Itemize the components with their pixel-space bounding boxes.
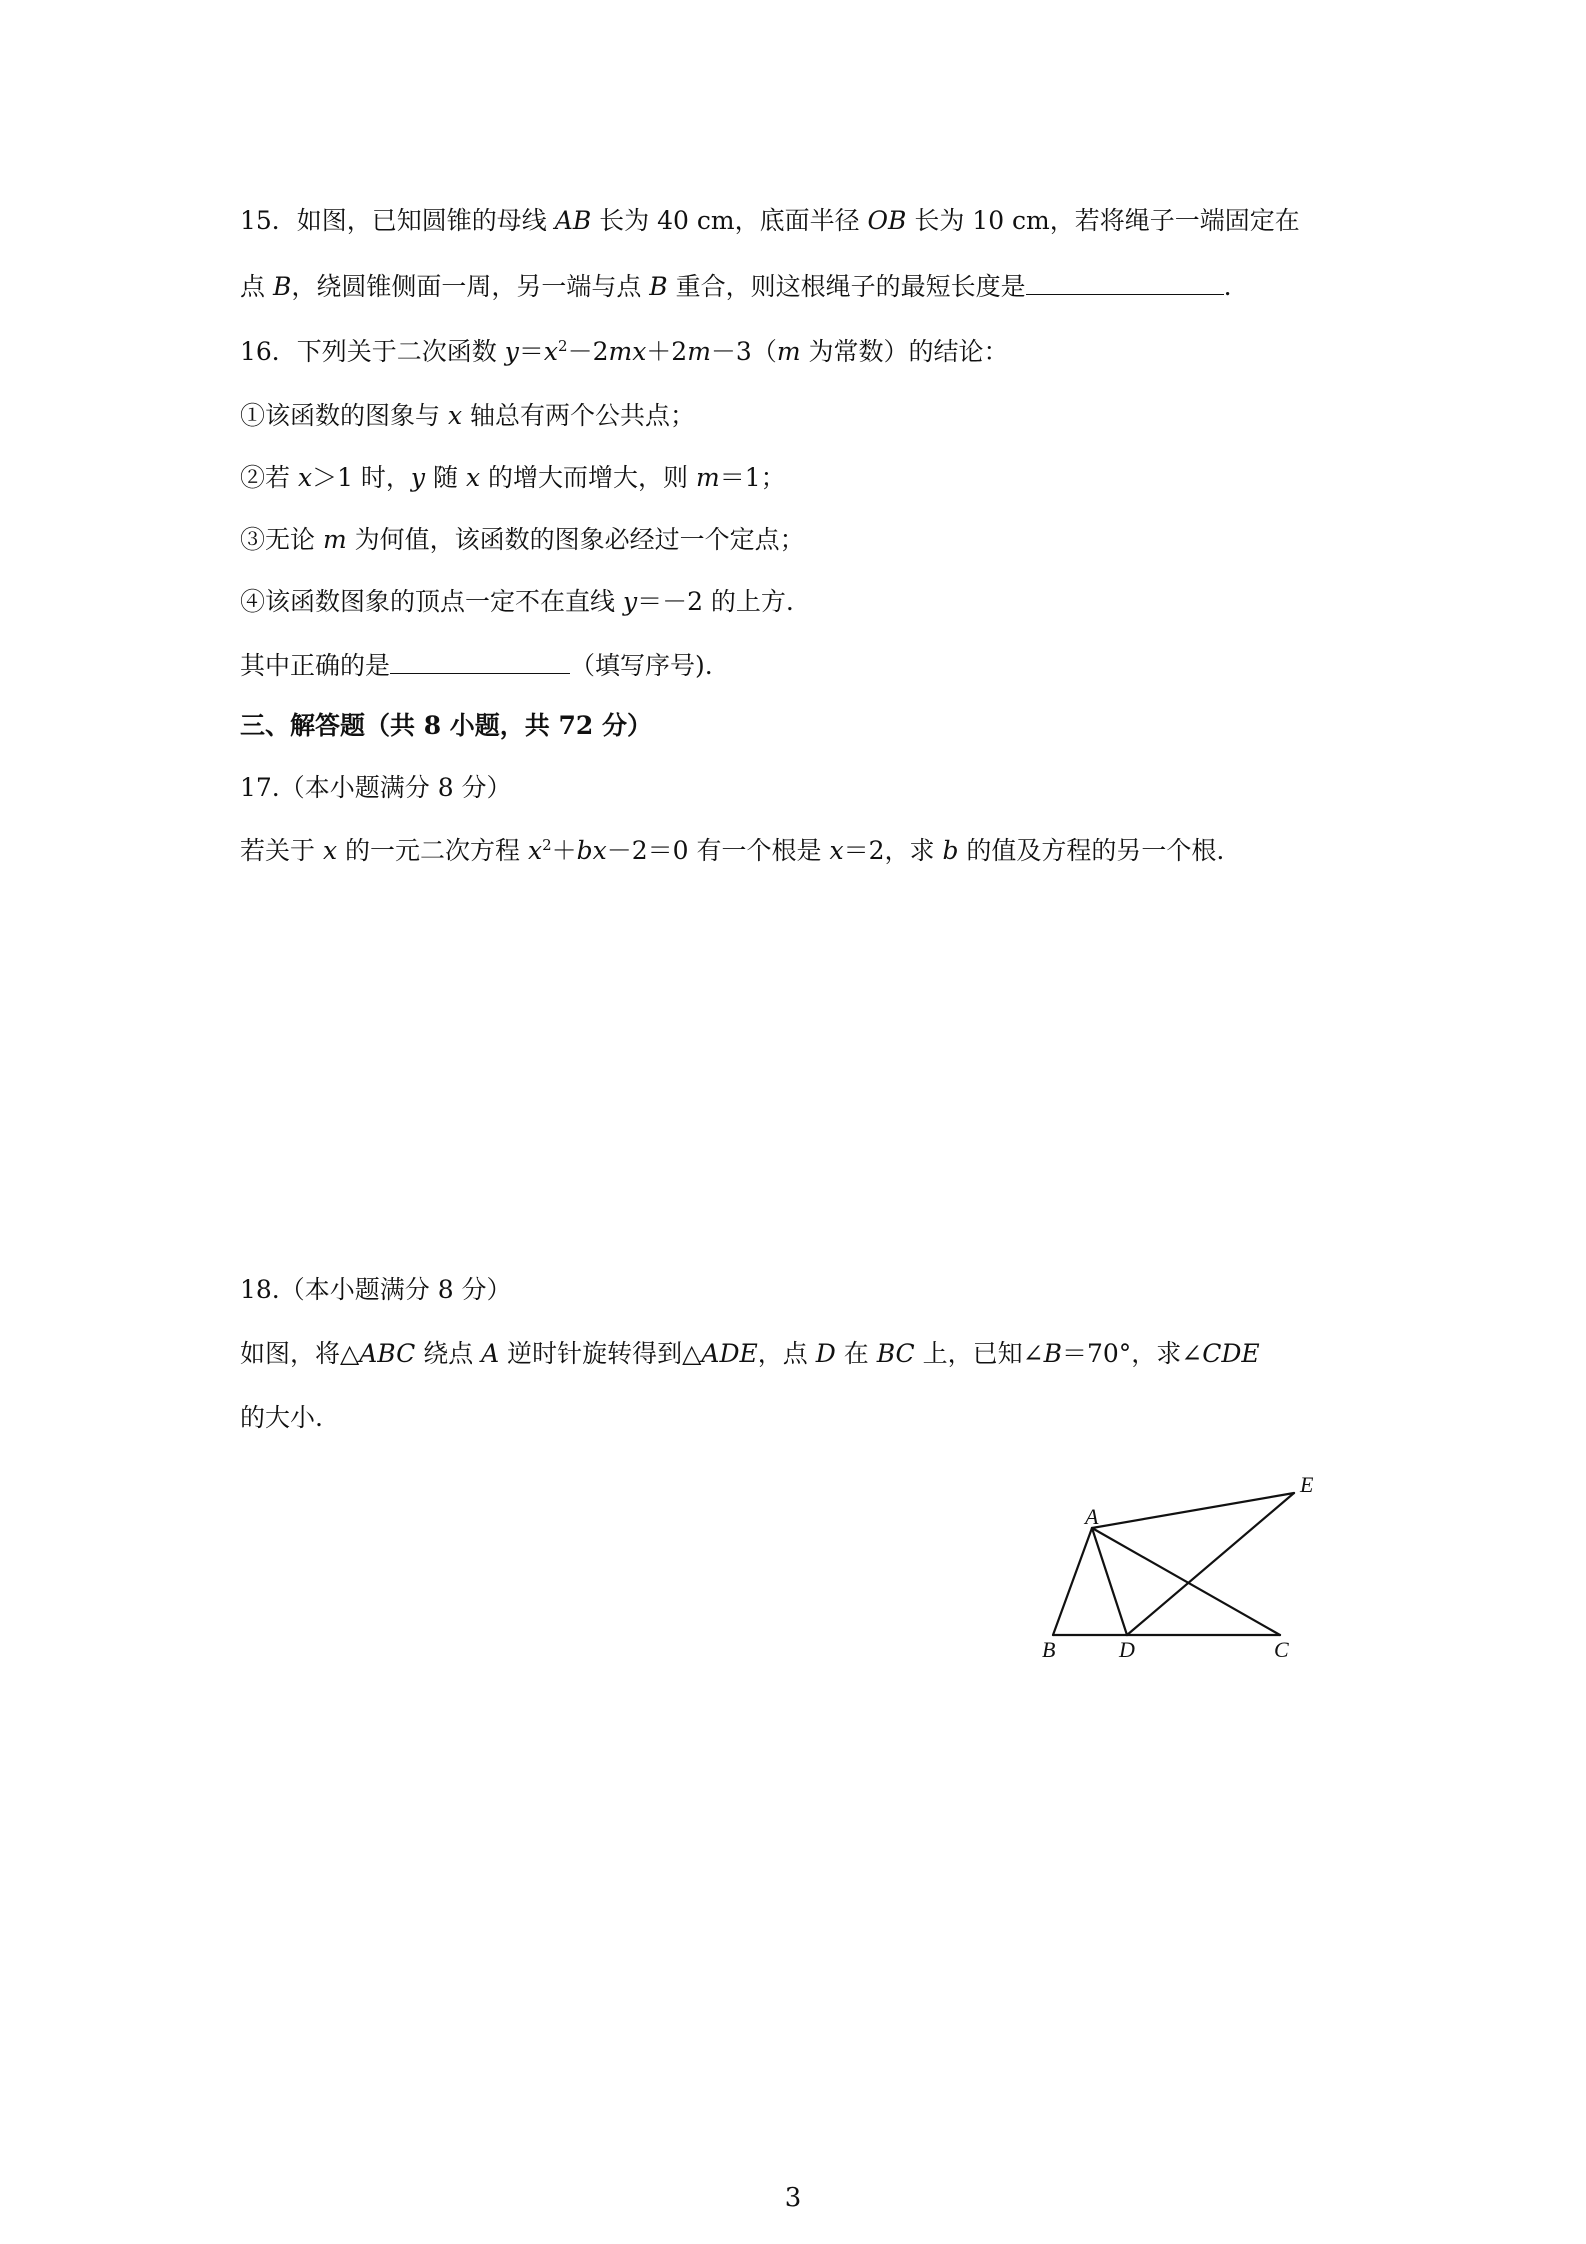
var-y: y	[504, 337, 519, 366]
var-b: B	[272, 272, 292, 301]
text: 点	[240, 272, 273, 301]
var-x: x	[527, 836, 543, 865]
text: ③无论	[240, 525, 323, 554]
var-cde: CDE	[1202, 1339, 1260, 1368]
text: 如图，将△	[240, 1339, 360, 1368]
text: ④该函数图象的顶点一定不在直线	[240, 587, 623, 616]
q15-line-1	[240, 203, 1300, 239]
var-x: x	[297, 463, 313, 492]
segment-de	[1127, 1493, 1294, 1635]
q18-body-2: 的大小.	[240, 1403, 323, 1432]
label-d: D	[1119, 1637, 1135, 1662]
text: ①该函数的图象与	[240, 401, 448, 430]
var-m: m	[608, 337, 633, 366]
text: 15．如图，已知圆锥的母线	[240, 206, 555, 235]
q17-body	[240, 833, 1224, 869]
q17-header: 17.（本小题满分 8 分）	[240, 773, 512, 802]
text: 若关于	[240, 836, 323, 865]
text: －2＝0 有一个根是	[606, 836, 830, 865]
segment-ae	[1092, 1493, 1294, 1528]
section-heading: 三、解答题（共 8 小题，共 72 分）	[240, 711, 653, 740]
text: 轴总有两个公共点；	[462, 401, 696, 430]
var-x: x	[322, 836, 338, 865]
text: 的一元二次方程	[337, 836, 528, 865]
text: ＝－2 的上方.	[637, 587, 794, 616]
var-y: y	[410, 463, 426, 492]
text: ＝70°，求∠	[1061, 1339, 1203, 1368]
var-b: B	[649, 272, 668, 301]
var-ade: ADE	[701, 1339, 758, 1368]
text: 16．下列关于二次函数	[240, 337, 505, 366]
var-b: B	[1043, 1339, 1062, 1368]
q16-item-1	[240, 398, 695, 434]
var-m: m	[776, 337, 801, 366]
var-m: m	[695, 463, 720, 492]
var-m: m	[322, 525, 347, 554]
var-a: A	[481, 1339, 500, 1368]
text: 长为 40 cm，底面半径	[591, 206, 868, 235]
var-ab: AB	[554, 206, 592, 235]
text: 长为 10 cm，若将绳子一端固定在	[906, 206, 1300, 235]
text: .	[1223, 272, 1232, 301]
exponent: 2	[558, 337, 568, 355]
page-number: 3	[784, 2183, 802, 2213]
text: 在	[835, 1339, 877, 1368]
q16-item-2	[240, 460, 786, 496]
var-x: x	[543, 337, 559, 366]
text: 为何值，该函数的图象必经过一个定点；	[346, 525, 805, 554]
var-b: b	[942, 836, 959, 865]
text: ＞1 时，	[312, 463, 411, 492]
text: 上，已知∠	[914, 1339, 1044, 1368]
answer-blank[interactable]	[1026, 270, 1224, 295]
var-d: D	[815, 1339, 836, 1368]
var-x: x	[829, 836, 844, 865]
segment-ab	[1053, 1528, 1092, 1635]
var-bc: BC	[876, 1339, 915, 1368]
text: ＋	[551, 836, 577, 865]
text: ＝2，求	[843, 836, 943, 865]
label-c: C	[1274, 1637, 1289, 1662]
text: ，点	[757, 1339, 816, 1368]
var-m: m	[687, 337, 711, 366]
text: 的值及方程的另一个根.	[958, 836, 1225, 865]
var-x: x	[632, 337, 647, 366]
text: －2	[567, 337, 609, 366]
var-x: x	[465, 463, 481, 492]
var-x: x	[447, 401, 463, 430]
text: ＝1；	[719, 463, 786, 492]
triangle-rotation-figure	[1030, 1470, 1360, 1670]
var-y: y	[622, 587, 638, 616]
text: 其中正确的是	[240, 651, 391, 680]
q16-item-3	[240, 522, 805, 558]
text: 绕点	[415, 1339, 482, 1368]
q16-item-4	[240, 584, 794, 620]
q18-body-1	[240, 1336, 1260, 1372]
q16-answer	[240, 648, 713, 684]
text: 的增大而增大，则	[480, 463, 696, 492]
q18-header: 18.（本小题满分 8 分）	[240, 1275, 512, 1304]
var-abc: ABC	[359, 1339, 416, 1368]
text: ＝	[518, 337, 544, 366]
label-e: E	[1300, 1472, 1314, 1497]
answer-blank[interactable]	[390, 649, 570, 674]
label-a: A	[1085, 1504, 1099, 1529]
text: 重合，则这根绳子的最短长度是	[667, 272, 1026, 301]
text: ②若	[240, 463, 298, 492]
segment-ac	[1092, 1528, 1280, 1635]
text: 逆时针旋转得到△	[499, 1339, 702, 1368]
text: 随	[425, 463, 466, 492]
text: ，绕圆锥侧面一周，另一端与点	[291, 272, 650, 301]
text: 为常数）的结论：	[800, 337, 1009, 366]
q16-intro	[240, 334, 1009, 370]
q15-line-2	[240, 269, 1232, 305]
var-bx: bx	[576, 836, 607, 865]
label-b: B	[1042, 1637, 1056, 1662]
text: ＋2	[646, 337, 688, 366]
var-ob: OB	[867, 206, 907, 235]
exponent: 2	[542, 836, 552, 854]
text: （填写序号).	[570, 651, 713, 680]
text: －3（	[710, 337, 777, 366]
